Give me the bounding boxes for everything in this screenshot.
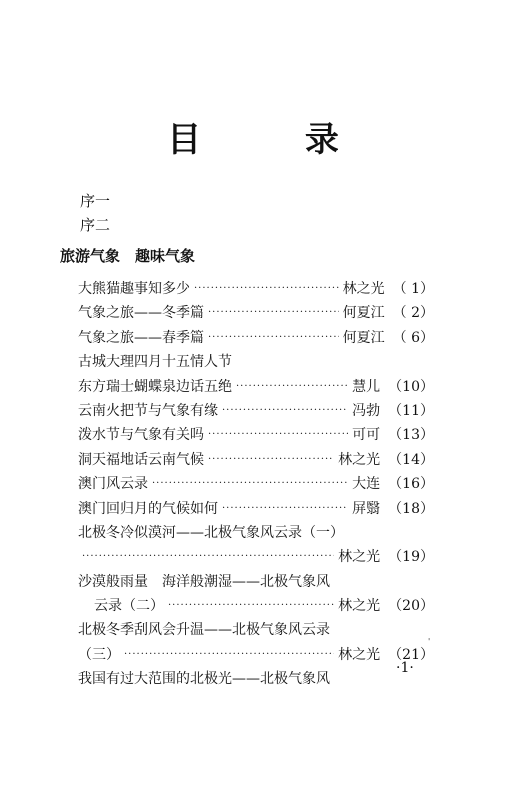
entry-page: （19） <box>388 549 434 566</box>
entry-title: 泼水节与气象有关吗 <box>78 427 204 444</box>
leader-dots <box>208 308 339 318</box>
entry-author: 林之光 <box>338 598 381 615</box>
toc-entry[interactable] <box>78 449 434 473</box>
leader-dots <box>152 479 348 489</box>
toc-entry-continued[interactable] <box>78 595 434 619</box>
toc-entry-continued[interactable] <box>78 644 434 668</box>
page-number: ·1· <box>396 660 414 676</box>
entry-author: 林之光 <box>338 451 381 468</box>
leader-dots <box>236 382 348 392</box>
entry-title: 气象之旅——春季篇 <box>78 329 204 346</box>
toc-entry[interactable] <box>78 619 434 643</box>
toc-list <box>78 278 434 693</box>
entry-title: （三） <box>78 646 120 663</box>
entry-page: （11） <box>388 402 434 419</box>
preface-2[interactable]: 序二 <box>80 216 111 234</box>
leader-dots <box>222 406 348 416</box>
entry-page: （20） <box>388 598 434 615</box>
leader-dots <box>194 284 339 294</box>
entry-title: 澳门风云录 <box>78 476 148 493</box>
entry-title: 东方瑞士蝴蝶泉边话五绝 <box>78 378 232 395</box>
toc-entry-continued[interactable] <box>78 546 434 570</box>
entry-author: 慧儿 <box>352 378 381 395</box>
entry-author: 林之光 <box>338 549 381 566</box>
leader-dots <box>124 650 334 660</box>
entry-page: （18） <box>388 500 434 517</box>
entry-title: 我国有过大范围的北极光——北极气象风 <box>78 671 330 688</box>
entry-title: 沙漠般雨量 海洋般潮湿——北极气象风 <box>78 573 330 590</box>
entry-page: （ 1） <box>392 281 434 297</box>
toc-entry[interactable] <box>78 498 434 522</box>
toc-entry[interactable] <box>78 302 434 326</box>
leader-dots <box>208 333 339 343</box>
entry-title: 云南火把节与气象有缘 <box>78 402 218 419</box>
leader-dots <box>208 455 334 465</box>
section-heading: 旅游气象 趣味气象 <box>60 247 196 265</box>
entry-page: （10） <box>388 378 434 395</box>
entry-author: 大连 <box>352 476 381 493</box>
entry-title: 大熊猫趣事知多少 <box>78 281 190 297</box>
toc-entry[interactable] <box>78 424 434 448</box>
entry-title: 云录（二） <box>94 598 164 615</box>
toc-entry[interactable] <box>78 522 434 546</box>
entry-title: 洞天福地话云南气候 <box>78 451 204 468</box>
toc-entry[interactable] <box>78 400 434 424</box>
entry-author: 何夏江 <box>342 305 385 322</box>
toc-entry[interactable] <box>78 327 434 351</box>
entry-page: （21） <box>388 646 434 663</box>
entry-page: （16） <box>388 476 434 493</box>
toc-entry[interactable] <box>78 376 434 400</box>
entry-title: 北极冬冷似漠河——北极气象风云录（一） <box>78 524 344 541</box>
entry-author: 冯勃 <box>352 402 381 419</box>
entry-author: 林之光 <box>342 281 385 297</box>
entry-page: （14） <box>388 451 434 468</box>
toc-entry[interactable] <box>78 668 434 692</box>
entry-title: 北极冬季刮风会升温——北极气象风云录 <box>78 622 330 639</box>
entry-author: 林之光 <box>338 646 381 663</box>
entry-author: 可可 <box>352 427 381 444</box>
entry-page: （ 6） <box>392 329 434 346</box>
entry-title: 气象之旅——冬季篇 <box>78 305 204 322</box>
entry-title: 澳门回归月的气候如何 <box>78 500 218 517</box>
preface-1[interactable]: 序一 <box>80 192 111 210</box>
toc-entry[interactable] <box>78 278 434 302</box>
leader-dots <box>222 504 348 514</box>
entry-page: （ 2） <box>392 305 434 322</box>
leader-dots <box>168 601 334 611</box>
entry-title: 古城大理四月十五情人节 <box>78 354 232 371</box>
scan-mark: ' <box>428 637 431 646</box>
toc-entry[interactable] <box>78 473 434 497</box>
toc-entry[interactable] <box>78 351 434 375</box>
leader-dots <box>208 430 348 440</box>
toc-entry[interactable] <box>78 571 434 595</box>
leader-dots <box>82 552 334 562</box>
entry-author: 屏翳 <box>352 500 381 517</box>
entry-page: （13） <box>388 427 434 444</box>
entry-author: 何夏江 <box>342 329 385 346</box>
page-title: 目 录 <box>167 120 385 160</box>
